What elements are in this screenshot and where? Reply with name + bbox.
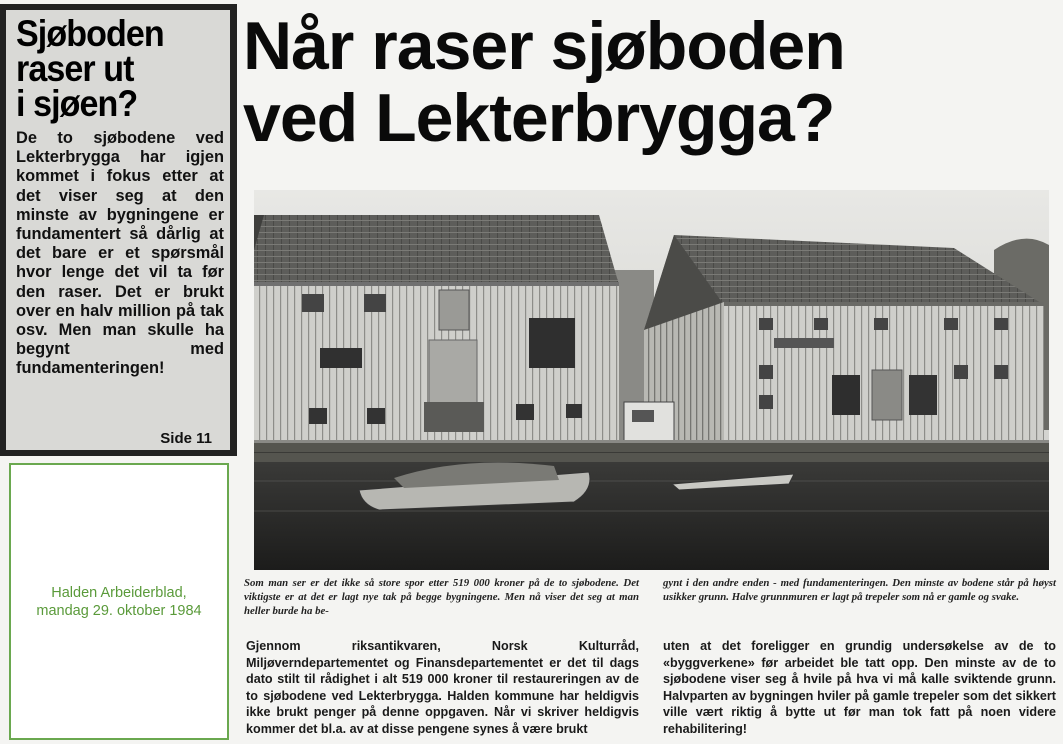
- teaser-body: De to sjøbodene ved Lekterbrygga har igjen kommet i fokus etter at det viser seg at den minste av bygningene er fundamentert så dårlig at det bare er et spørsmål hvor lenge det vil ta før den raser. Det er brukt over en halv million på tak osv. Men man skulle ha begynt med fundamenteringen!: [16, 129, 224, 378]
- teaser-box: [0, 4, 237, 456]
- article-body-left: Gjennom riksantikvaren, Norsk Kulturråd, Miljøverndepartementet og Finansdepartementet er det til dags dato stilt til rådighet i alt 519 000 kroner til restaureringen av de to sjøbodene ved Lekterbrygga. Halden kommune har heldigvis ikke brukt penger på denne oppgaven. Når vi skriver heldigvis kommer det bl.a. av at disse pengene synes å være brukt: [246, 639, 639, 736]
- teaser-inner: [6, 10, 230, 450]
- teaser-page-ref: Side 11: [160, 430, 212, 447]
- photo-caption-left: Som man ser er det ikke så store spor etter 519 000 kroner på de to sjøbodene. Det viktigste er at det er lagt nye tak på begge bygningene. Men nå viser det seg at man heller burde ha be-: [244, 577, 639, 617]
- article-photo: [254, 190, 1049, 570]
- photo-boathouses-icon: [254, 190, 1049, 570]
- article-body-right: uten at det foreligger en grundig undersøkelse av de to «byggverkene» før arbeidet ble tatt opp. Den minste av de to sjøbodene viser seg å hvile på hva vi må kalle sviktende grunn. Halvparten av bygningen hviler på gamle trepeler som det sikkert ville vært riktig å bytte ut før man tok fatt på noen videre rehabilitering!: [663, 639, 1056, 736]
- source-note: Halden Arbeiderblad, mandag 29. oktober 1984: [36, 584, 202, 619]
- source-note-box: [9, 463, 229, 740]
- headline: Når raser sjøboden ved Lekterbrygga?: [243, 8, 845, 156]
- teaser-title: Sjøboden raser ut i sjøen?: [16, 13, 164, 124]
- photo-caption-right: gynt i den andre enden - med fundamenteringen. Den minste av bodene står på høyst usikker grunn. Halve grunnmuren er lagt på trepeler som nå er gamle og svake.: [663, 577, 1056, 603]
